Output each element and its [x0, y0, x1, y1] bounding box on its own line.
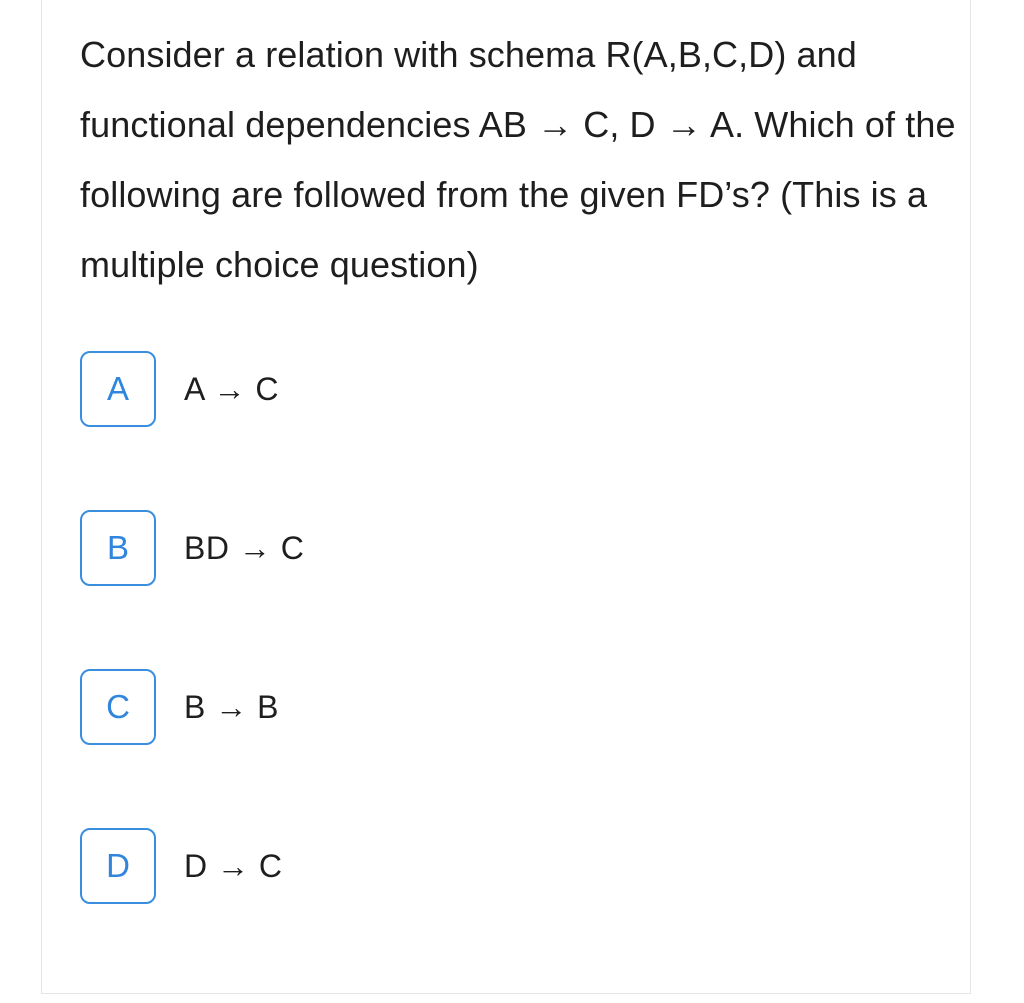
- option-b[interactable]: [80, 509, 304, 587]
- option-c[interactable]: [80, 668, 279, 746]
- option-d[interactable]: [80, 827, 283, 905]
- option-letter-badge[interactable]: C: [80, 669, 156, 745]
- option-a[interactable]: [80, 350, 279, 428]
- question-text: Consider a relation with schema R(A,B,C,D) and functional dependencies AB → C, D → A. Which of the following are followed from the given FD’s? (This is a multiple choice question): [80, 34, 956, 285]
- option-letter-badge[interactable]: B: [80, 510, 156, 586]
- option-letter-badge[interactable]: A: [80, 351, 156, 427]
- option-label[interactable]: D → C: [184, 847, 283, 884]
- option-label[interactable]: A → C: [184, 370, 279, 407]
- option-label[interactable]: B → B: [184, 688, 279, 725]
- option-letter-badge[interactable]: D: [80, 828, 156, 904]
- option-label[interactable]: BD → C: [184, 529, 305, 566]
